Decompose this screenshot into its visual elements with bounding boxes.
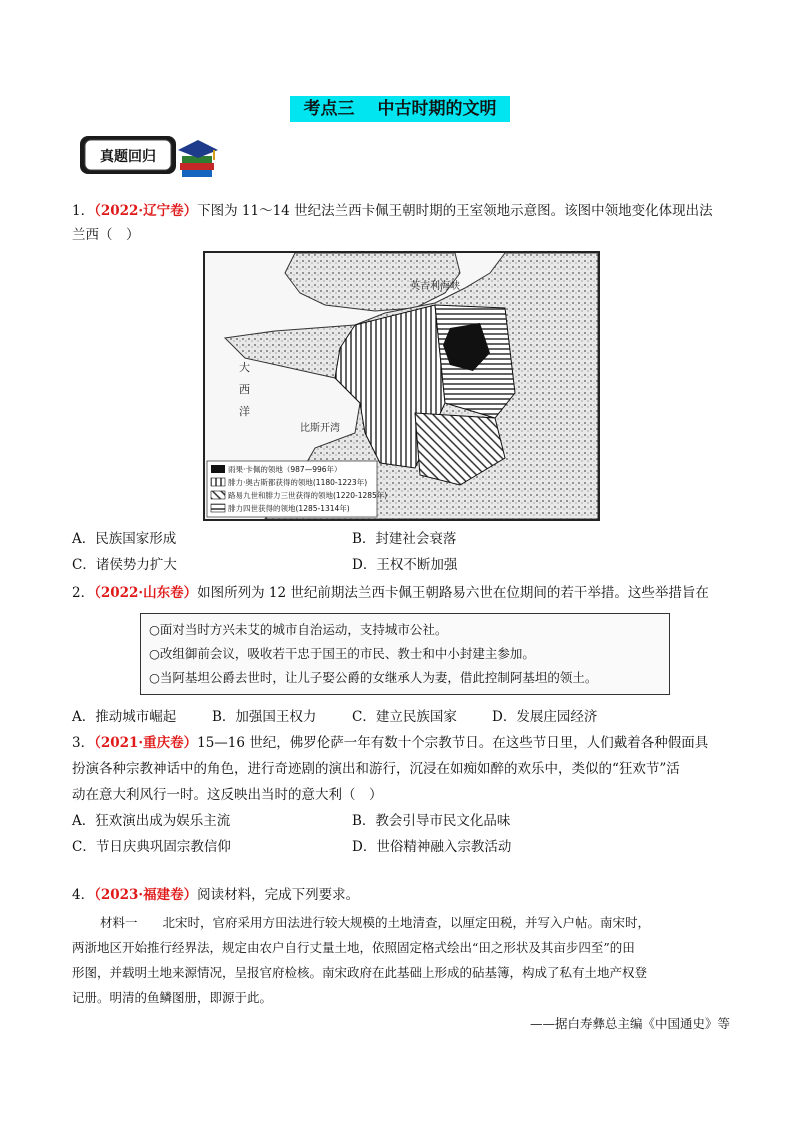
q3-stem-line3: 动在意大利风行一时。这反映出当时的意大利（ ） — [72, 787, 383, 803]
q4-material-line1: 材料一 北宋时，官府采用方田法进行较大规模的土地清查，以厘定田税，并写入户帖。南宋时， — [100, 915, 651, 930]
q1-source: （2022·辽宁卷） — [94, 203, 198, 219]
q3-number: 3． — [72, 735, 95, 751]
q4-citation: ——据白寿彝总主编《中国通史》等 — [529, 1016, 730, 1031]
q4-material-line2: 两浙地区开始推行经界法，规定由农户自行丈量土地，依照固定格式绘出“田之形状及其亩步四至”的田 — [72, 940, 635, 955]
q3-option-a[interactable]: A．狂欢演出成为娱乐主流 — [72, 813, 231, 829]
q2-measure-2: ○改组御前会议，吸收若干忠于国王的市民、教士和中小封建主参加。 — [149, 646, 535, 661]
q3-option-d[interactable]: D．世俗精神融入宗教活动 — [352, 839, 512, 855]
royal-domain-map — [203, 251, 600, 521]
q2-measure-1: ○面对当时方兴未艾的城市自治运动，支持城市公社。 — [149, 622, 448, 637]
q1-text-a: 下图为 11～14 世纪法兰西卡佩王朝时期的王室领地示意图。该图中领地变化体现出法 — [197, 203, 713, 219]
badge-label: 真题回归 — [100, 149, 156, 165]
q4-material-label: 材料一 — [100, 915, 138, 930]
q2-stem — [72, 582, 709, 604]
legend-swatch-louis-ix — [211, 491, 225, 499]
q1-option-c[interactable]: C．诸侯势力扩大 — [72, 557, 177, 573]
q2-option-d[interactable]: D．发展庄园经济 — [492, 709, 598, 725]
q1-option-a[interactable]: A．民族国家形成 — [72, 531, 177, 547]
q2-option-a[interactable]: A．推动城市崛起 — [72, 709, 177, 725]
q2-source: （2022·山东卷） — [94, 585, 198, 601]
map-label-bay: 比斯开湾 — [300, 423, 340, 434]
q2-option-c[interactable]: C．建立民族国家 — [352, 709, 457, 725]
q4-material-line4: 记册。明清的鱼鳞图册，即源于此。 — [72, 990, 273, 1005]
q1-stem-line1 — [72, 200, 713, 222]
q4-material-line3: 形图，并载明土地来源情况，呈报官府检核。南宋政府在此基础上形成的砧基簿，构成了私有土地产权登 — [72, 965, 648, 980]
legend-label-1: 雨果·卡佩的领地（987—996年） — [228, 465, 342, 474]
q2-number: 2． — [72, 585, 95, 601]
q1-option-d[interactable]: D．王权不断加强 — [352, 557, 458, 573]
badge-graphic — [78, 132, 218, 182]
map-label-ocean-2: 西 — [239, 383, 250, 396]
q4-number: 4． — [72, 887, 95, 903]
q3-source: （2021·重庆卷） — [94, 735, 198, 751]
map-graphic — [205, 253, 598, 519]
q1-option-b[interactable]: B．封建社会衰落 — [352, 531, 457, 547]
q3-stem-line1 — [72, 732, 708, 754]
map-legend — [207, 461, 387, 517]
q3-text-a: 15—16 世纪，佛罗伦萨一年有数十个宗教节日。在这些节日里，人们戴着各种假面具 — [197, 735, 709, 751]
legend-label-2: 腓力·奥古斯都获得的领地(1180-1223年) — [228, 478, 368, 487]
map-label-ocean-3: 洋 — [239, 405, 250, 418]
legend-swatch-philip-iv — [211, 504, 225, 512]
legend-label-4: 腓力四世获得的领地(1285-1314年) — [228, 504, 350, 513]
q3-option-c[interactable]: C．节日庆典巩固宗教信仰 — [72, 839, 231, 855]
map-label-channel: 英吉利海峡 — [410, 281, 460, 292]
legend-label-3: 路易九世和腓力三世获得的领地(1220-1285年) — [228, 491, 388, 500]
q2-option-b[interactable]: B．加强国王权力 — [212, 709, 317, 725]
q2-text: 如图所列为 12 世纪前期法兰西卡佩王朝路易六世在位期间的若干举措。这些举措旨在 — [197, 585, 709, 601]
map-label-ocean-1: 大 — [239, 361, 250, 374]
q4-source: （2023·福建卷） — [94, 887, 198, 903]
q3-option-b[interactable]: B．教会引导市民文化品味 — [352, 813, 511, 829]
q4-text: 阅读材料，完成下列要求。 — [197, 887, 360, 903]
legend-swatch-philip-augustus — [211, 478, 225, 486]
q1-stem-line2: 兰西（ ） — [72, 227, 140, 243]
legend-swatch-hugh-capet — [211, 465, 225, 473]
graduation-cap-icon — [178, 140, 218, 158]
q2-measures-box — [140, 613, 670, 695]
page-title: 考点三 中古时期的文明 — [290, 96, 510, 122]
q3-stem-line2: 扮演各种宗教神话中的角色，进行奇迹剧的演出和游行，沉浸在如痴如醉的欢乐中，类似的“狂欢节”活 — [72, 761, 680, 777]
section-badge — [78, 132, 218, 182]
q4-stem — [72, 884, 359, 906]
q1-number: 1． — [72, 203, 95, 219]
q2-measure-3: ○当阿基坦公爵去世时，让儿子娶公爵的女继承人为妻，借此控制阿基坦的领土。 — [149, 670, 598, 685]
